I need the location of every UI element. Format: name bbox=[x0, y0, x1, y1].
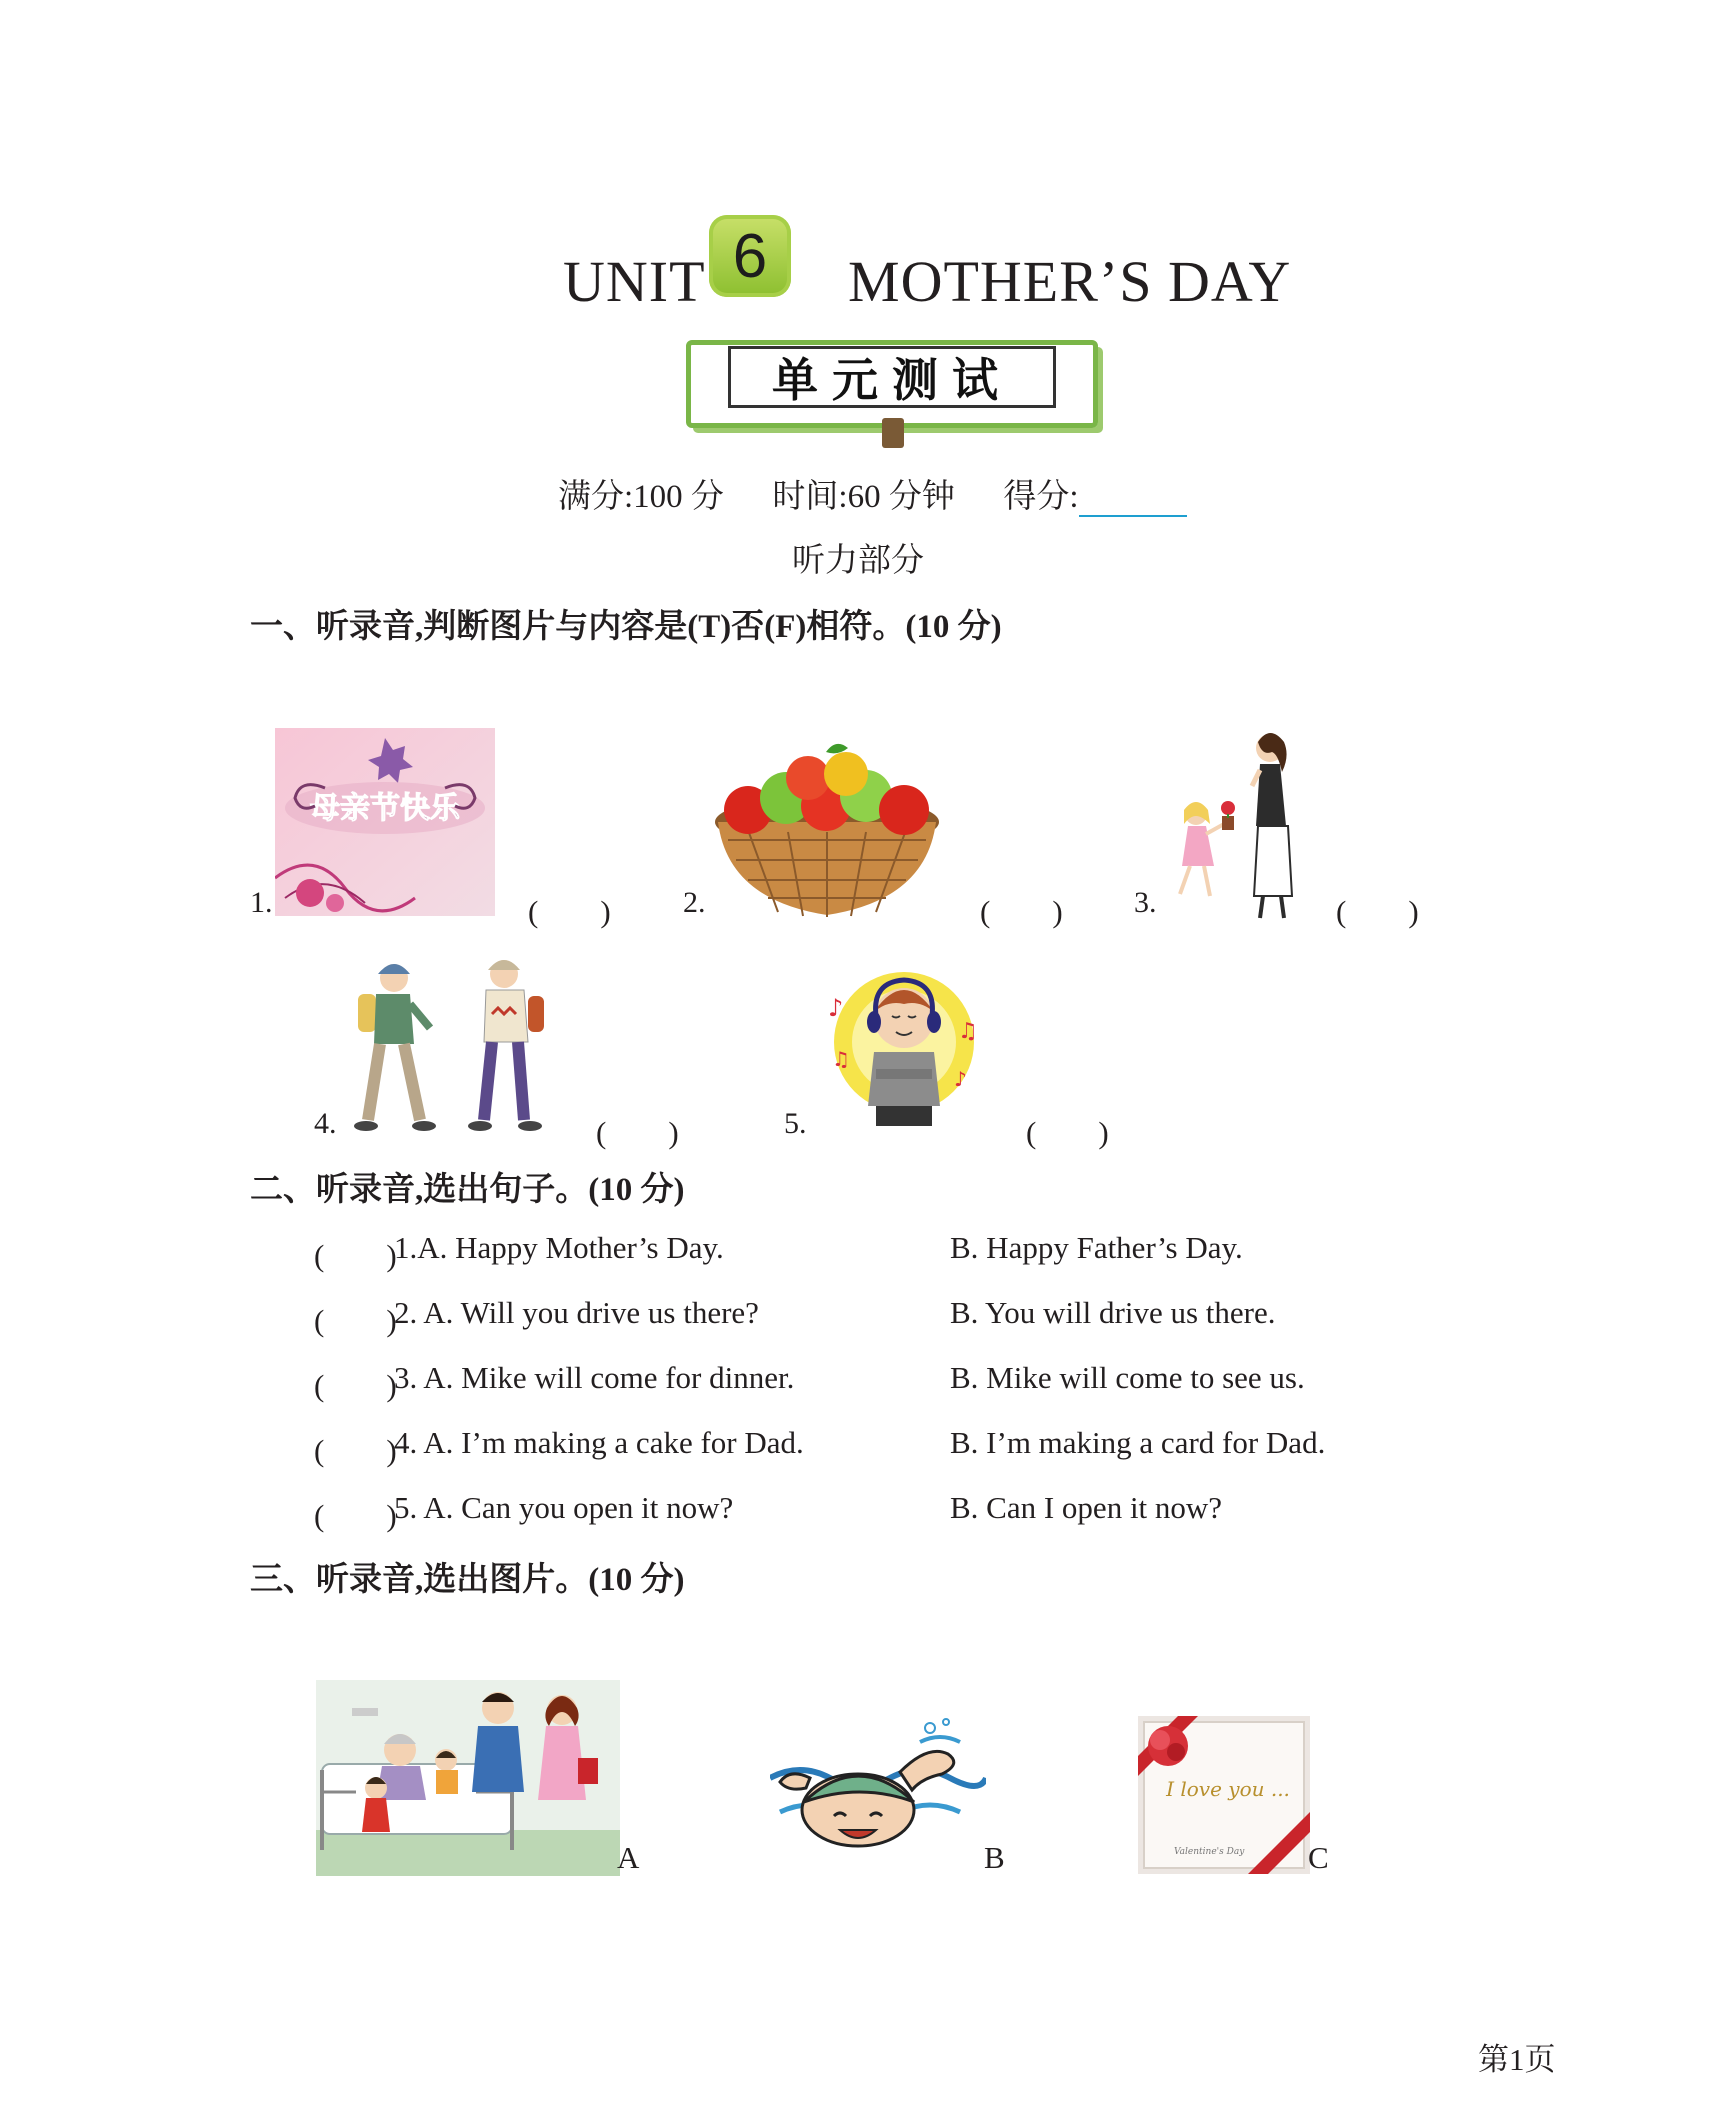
option-b-label: B bbox=[984, 1840, 1005, 1875]
girl-gives-flower-to-mother-image bbox=[1160, 726, 1320, 922]
card-text: I love you ... bbox=[1166, 1777, 1290, 1801]
q4-answer-blank[interactable]: ( ) bbox=[314, 1433, 397, 1468]
q1-answer-blank[interactable]: ( ) bbox=[314, 1238, 397, 1273]
section3-title: 三、听录音,选出图片。(10 分) bbox=[250, 1562, 685, 1598]
boy-swimming-image bbox=[770, 1712, 986, 1860]
greeting-text: 母亲节快乐 bbox=[310, 791, 460, 826]
svg-text:♫: ♫ bbox=[832, 1047, 850, 1071]
test-banner bbox=[686, 330, 1096, 442]
item4-number: 4. bbox=[314, 1107, 337, 1140]
item2-number: 2. bbox=[683, 886, 706, 919]
q5-option-a: 5. A. Can you open it now? bbox=[394, 1490, 734, 1525]
item5-answer-blank[interactable]: ( ) bbox=[1026, 1115, 1109, 1150]
exam-meta bbox=[558, 470, 1187, 517]
svg-text:♪: ♪ bbox=[828, 994, 844, 1022]
unit-title: MOTHER’S DAY bbox=[848, 249, 1292, 314]
q5-option-b: B. Can I open it now? bbox=[950, 1490, 1223, 1525]
two-boys-hiking-image bbox=[344, 944, 562, 1136]
svg-text:♫: ♫ bbox=[958, 1019, 978, 1044]
family-visit-hospital-image bbox=[316, 1680, 620, 1876]
q3-option-a: 3. A. Mike will come for dinner. bbox=[394, 1360, 795, 1395]
item1-answer-blank[interactable]: ( ) bbox=[528, 894, 611, 929]
q4-option-a: 4. A. I’m making a cake for Dad. bbox=[394, 1425, 804, 1460]
q2-answer-blank[interactable]: ( ) bbox=[314, 1303, 397, 1338]
q3-option-b: B. Mike will come to see us. bbox=[950, 1360, 1305, 1395]
item3-number: 3. bbox=[1134, 886, 1157, 919]
page-number: 第1页 bbox=[1478, 2042, 1556, 2077]
section1-title: 一、听录音,判断图片与内容是(T)否(F)相符。(10 分) bbox=[250, 609, 1002, 645]
time-limit: 时间:60 分钟 bbox=[772, 479, 955, 515]
item3-answer-blank[interactable]: ( ) bbox=[1336, 894, 1419, 929]
q4-option-b: B. I’m making a card for Dad. bbox=[950, 1425, 1326, 1460]
unit-number-badge: 6 bbox=[709, 215, 791, 297]
score-label: 得分: bbox=[1003, 479, 1079, 515]
item4-answer-blank[interactable]: ( ) bbox=[596, 1115, 679, 1150]
q1-option-a: 1.A. Happy Mother’s Day. bbox=[394, 1230, 724, 1265]
boy-listening-music-image bbox=[818, 956, 990, 1136]
item2-answer-blank[interactable]: ( ) bbox=[980, 894, 1063, 929]
unit-label: UNIT bbox=[563, 249, 706, 314]
full-score: 满分:100 分 bbox=[558, 479, 724, 515]
item1-number: 1. bbox=[250, 886, 273, 919]
svg-text:♪: ♪ bbox=[954, 1067, 967, 1091]
part-title: 听力部分 bbox=[792, 543, 924, 579]
q2-option-b: B. You will drive us there. bbox=[950, 1295, 1276, 1330]
banner-stake bbox=[882, 418, 904, 448]
q3-answer-blank[interactable]: ( ) bbox=[314, 1368, 397, 1403]
score-blank[interactable] bbox=[1079, 485, 1187, 517]
q5-answer-blank[interactable]: ( ) bbox=[314, 1498, 397, 1533]
mothers-day-greeting-image bbox=[275, 728, 495, 916]
q1-option-b: B. Happy Father’s Day. bbox=[950, 1230, 1243, 1265]
banner-box bbox=[728, 346, 1056, 408]
banner-text: 单元测试 bbox=[772, 353, 1012, 407]
item5-number: 5. bbox=[784, 1107, 807, 1140]
love-card-image bbox=[1138, 1716, 1310, 1874]
option-a-label: A bbox=[617, 1840, 640, 1875]
card-subtext: Valentine's Day bbox=[1174, 1847, 1245, 1857]
option-c-label: C bbox=[1308, 1840, 1329, 1875]
q2-option-a: 2. A. Will you drive us there? bbox=[394, 1295, 759, 1330]
section2-title: 二、听录音,选出句子。(10 分) bbox=[250, 1172, 685, 1208]
apple-basket-image bbox=[708, 740, 946, 918]
